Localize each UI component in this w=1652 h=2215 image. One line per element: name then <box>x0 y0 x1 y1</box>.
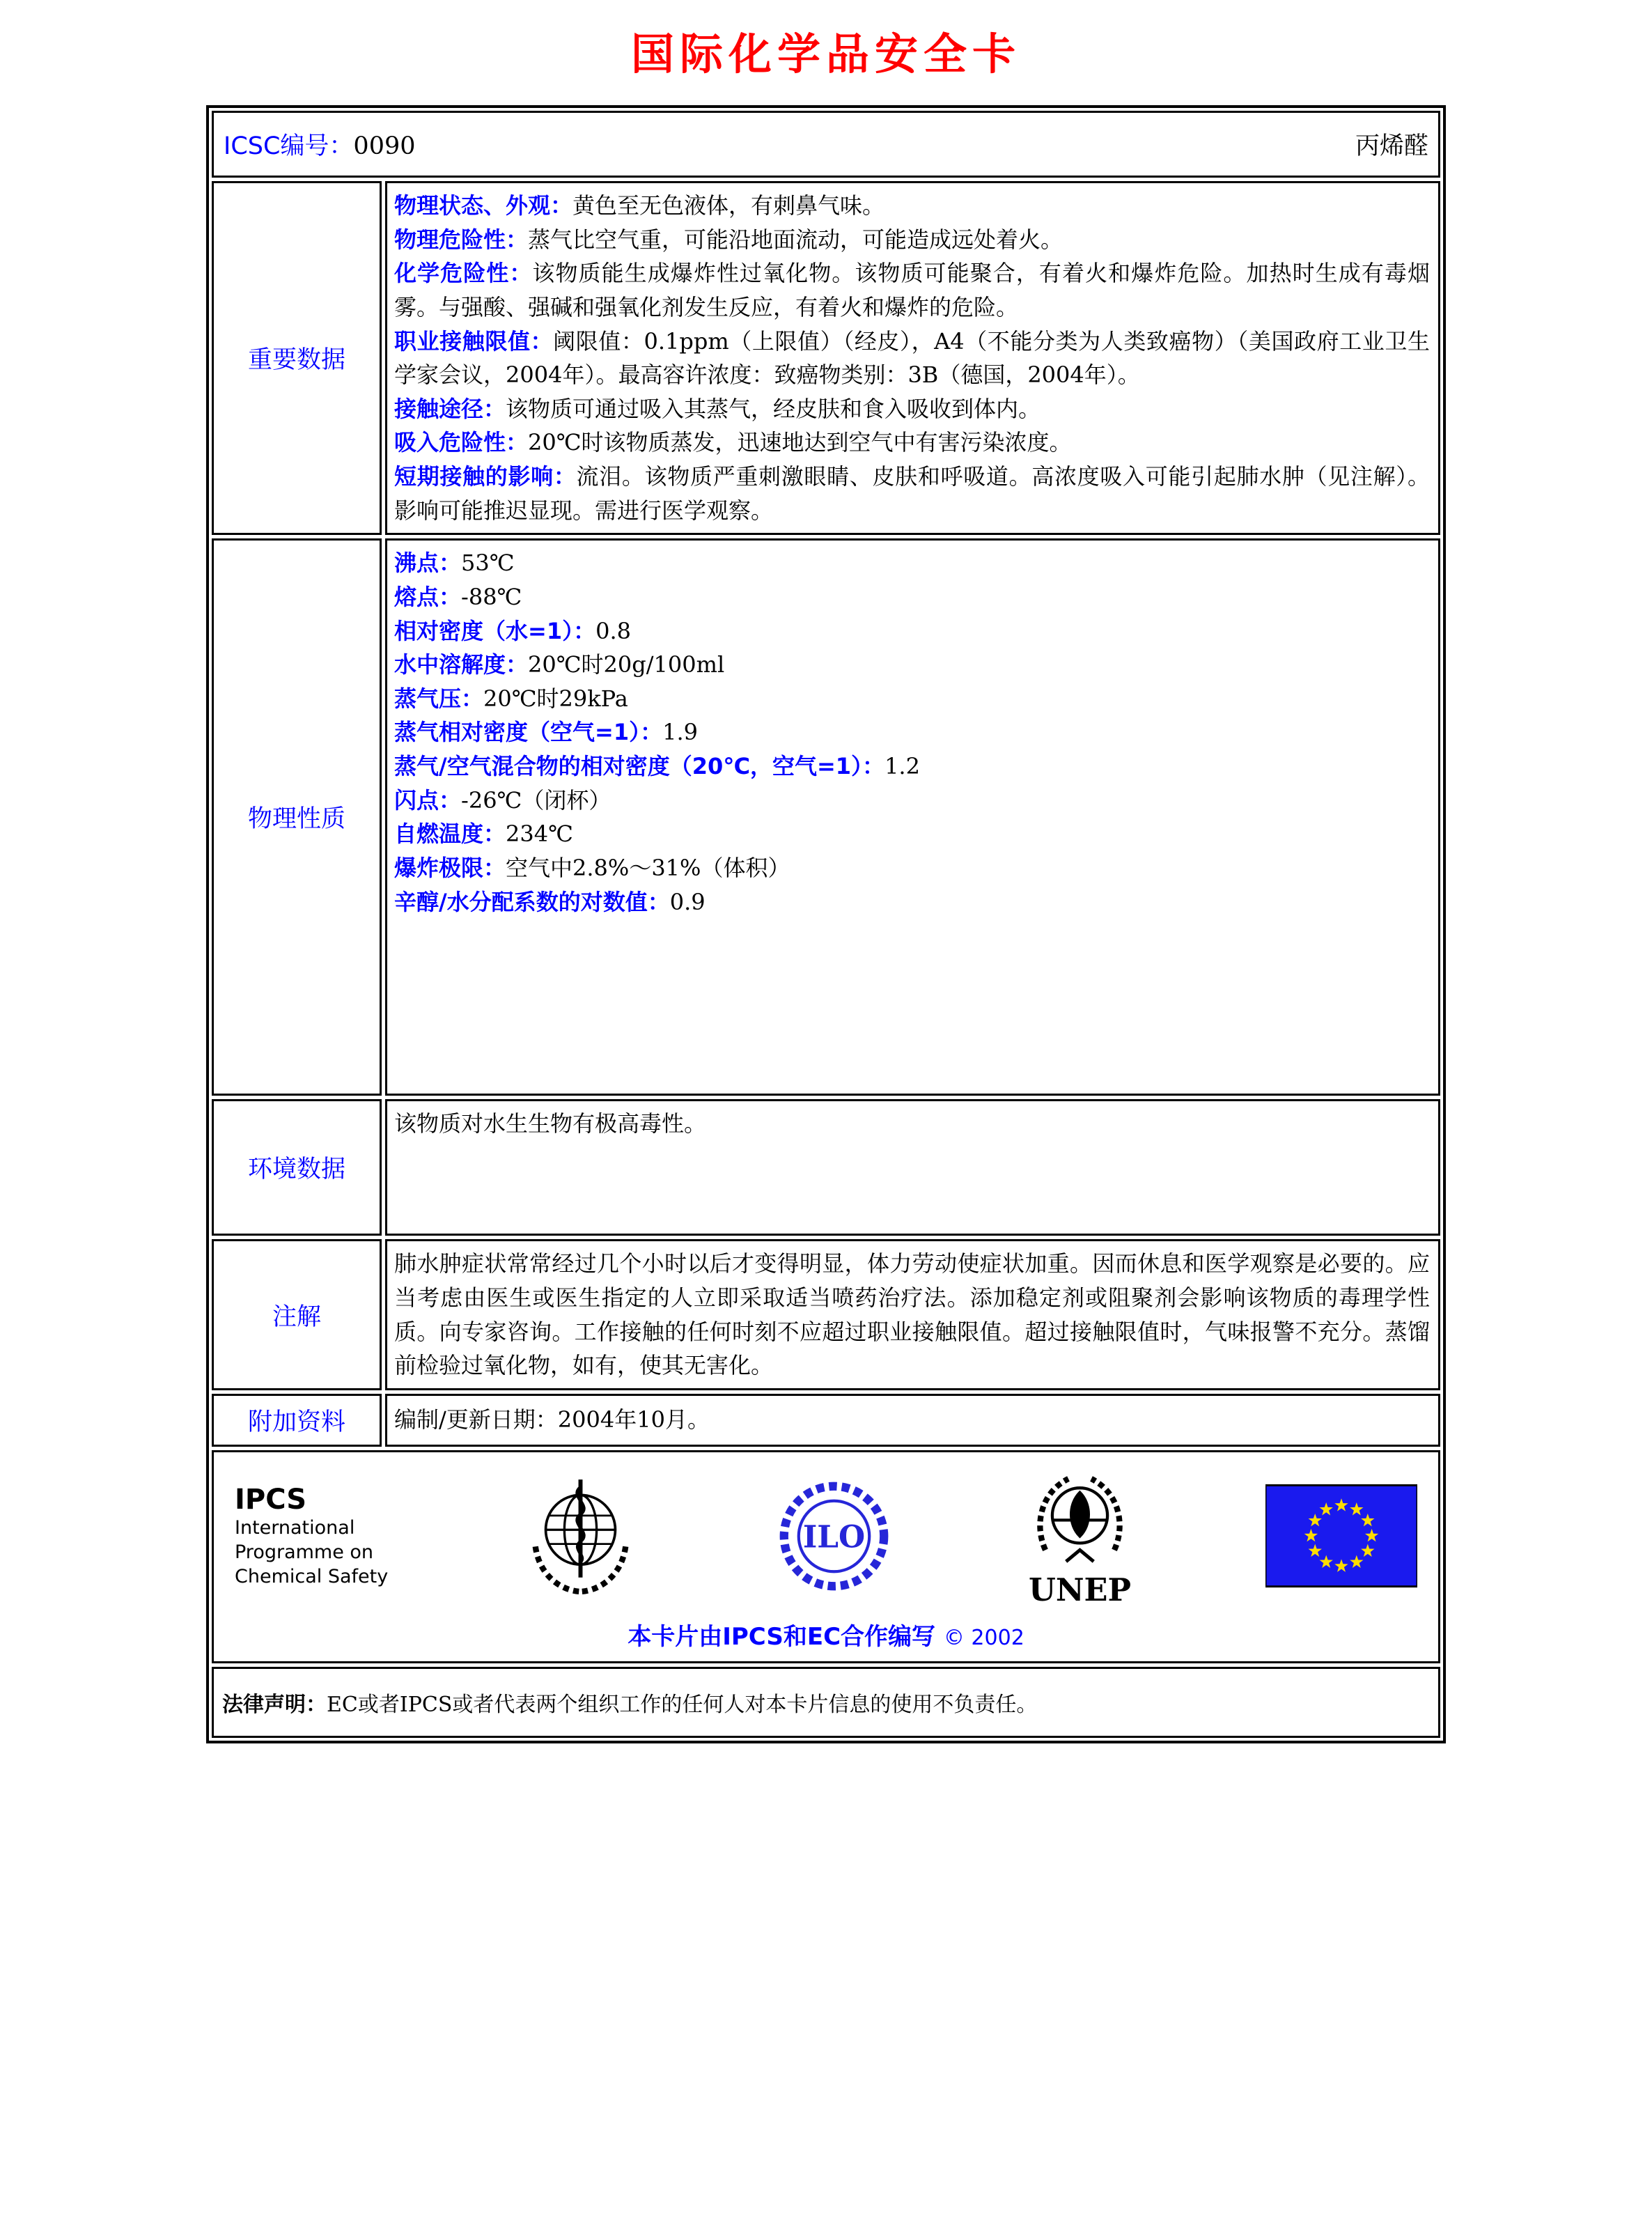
environmental-text: 该物质对水生生物有极高毒性。 <box>394 1110 707 1137</box>
physical-item: 蒸气压：20℃时29kPa <box>394 685 628 712</box>
logos-row <box>212 1450 1440 1663</box>
icsc-number-label: ICSC编号： <box>224 132 354 160</box>
caption-text: 本卡片由IPCS和EC合作编写 <box>628 1622 936 1651</box>
unep-logo-icon <box>1022 1465 1137 1608</box>
notes-text: 肺水肿症状常常经过几个小时以后才变得明显，体力劳动使症状加重。因而休息和医学观察是必要的。应当考虑由医生或医生指定的人立即采取适当喷药治疗法。添加稳定剂或阻聚剂会影响该物质的毒理学性质。向专家咨询。工作接触的任何时刻不应超过职业接触限值。超过接触限值时，气味报警不充分。蒸馏前检验过氧化物，如有，使其无害化。 <box>394 1250 1430 1379</box>
physical-item: 辛醇/水分配系数的对数值：0.9 <box>394 888 706 915</box>
ipcs-acronym: IPCS <box>235 1483 307 1516</box>
additional-info-text: 编制/更新日期：2004年10月。 <box>394 1406 710 1433</box>
important-item: 职业接触限值：阈限值：0.1ppm（上限值）（经皮），A4（不能分类为人类致癌物）（美国政府工业卫生学家会议，2004年）。最高容许浓度：致癌物类别：3B（德国，2004年）。 <box>394 327 1430 389</box>
eu-flag-icon <box>1265 1483 1417 1589</box>
header-cell <box>212 111 1440 178</box>
physical-properties-content <box>385 538 1440 1096</box>
important-item: 物理状态、外观：黄色至无色液体，有刺鼻气味。 <box>394 192 885 219</box>
legal-text: EC或者IPCS或者代表两个组织工作的任何人对本卡片信息的使用不负责任。 <box>327 1692 1038 1717</box>
cooperation-caption <box>228 1617 1424 1651</box>
physical-item: 蒸气/空气混合物的相对密度（20℃，空气=1）：1.2 <box>394 753 920 779</box>
section-label-environmental-data: 环境数据 <box>212 1099 382 1236</box>
important-item: 吸入危险性：20℃时该物质蒸发，迅速地达到空气中有害污染浓度。 <box>394 429 1072 456</box>
legal-row <box>212 1667 1440 1738</box>
ipcs-line-1: International <box>235 1516 355 1539</box>
physical-item: 相对密度（水=1）：0.8 <box>394 617 631 644</box>
icsc-number-value: 0090 <box>353 132 416 160</box>
icsc-number <box>224 127 416 162</box>
important-item: 物理危险性：蒸气比空气重，可能沿地面流动，可能造成远处着火。 <box>394 226 1063 253</box>
physical-item: 自燃温度：234℃ <box>394 821 573 848</box>
section-label-physical-properties: 物理性质 <box>212 538 382 1096</box>
legal-statement <box>222 1687 1037 1718</box>
notes-content <box>385 1239 1440 1390</box>
unep-logo-text: UNEP <box>1029 1571 1132 1608</box>
header-row <box>212 111 1440 178</box>
physical-item: 水中溶解度：20℃时20g/100ml <box>394 651 725 678</box>
section-label-important-data: 重要数据 <box>212 181 382 535</box>
environmental-data-content <box>385 1099 1440 1236</box>
ilo-logo-text: ILO <box>802 1519 865 1555</box>
important-item: 接触途径：该物质可通过吸入其蒸气，经皮肤和食入吸收到体内。 <box>394 395 1041 422</box>
copyright-text: © 2002 <box>943 1625 1024 1650</box>
who-logo-icon <box>516 1472 645 1601</box>
logos-cell <box>212 1450 1440 1663</box>
physical-properties-row <box>212 538 1440 1096</box>
chemical-name: 丙烯醛 <box>1355 132 1428 160</box>
physical-item: 闪点：-26℃（闭杯） <box>394 786 611 814</box>
notes-row <box>212 1239 1440 1390</box>
important-data-content <box>385 181 1440 535</box>
page-title: 国际化学品安全卡 <box>630 29 1021 79</box>
physical-item: 爆炸极限：空气中2.8%～31%（体积） <box>394 854 790 881</box>
additional-info-row <box>212 1394 1440 1447</box>
section-label-notes: 注解 <box>212 1239 382 1390</box>
section-label-additional-info: 附加资料 <box>212 1394 382 1447</box>
ipcs-line-2: Programme on <box>235 1541 374 1563</box>
legal-cell <box>212 1667 1440 1738</box>
ilo-logo-icon <box>773 1475 895 1597</box>
ipcs-line-3: Chemical Safety <box>235 1565 389 1587</box>
environmental-data-row <box>212 1099 1440 1236</box>
physical-item: 沸点：53℃ <box>394 550 515 577</box>
additional-info-content <box>385 1394 1440 1447</box>
legal-label: 法律声明： <box>222 1692 327 1717</box>
important-item: 短期接触的影响：流泪。该物质严重刺激眼睛、皮肤和呼吸道。高浓度吸入可能引起肺水肿（见注解）。影响可能推迟显现。需进行医学观察。 <box>394 463 1430 524</box>
logos-strip <box>228 1465 1424 1608</box>
physical-item: 蒸气相对密度（空气=1）：1.9 <box>394 719 698 746</box>
important-data-row <box>212 181 1440 535</box>
icsc-card <box>206 105 1446 1743</box>
ipcs-text-block <box>235 1484 388 1589</box>
physical-item: 熔点：-88℃ <box>394 583 522 610</box>
important-item: 化学危险性：该物质能生成爆炸性过氧化物。该物质可能聚合，有着火和爆炸危险。加热时生成有毒烟雾。与强酸、强碱和强氧化剂发生反应，有着火和爆炸的危险。 <box>394 260 1430 320</box>
